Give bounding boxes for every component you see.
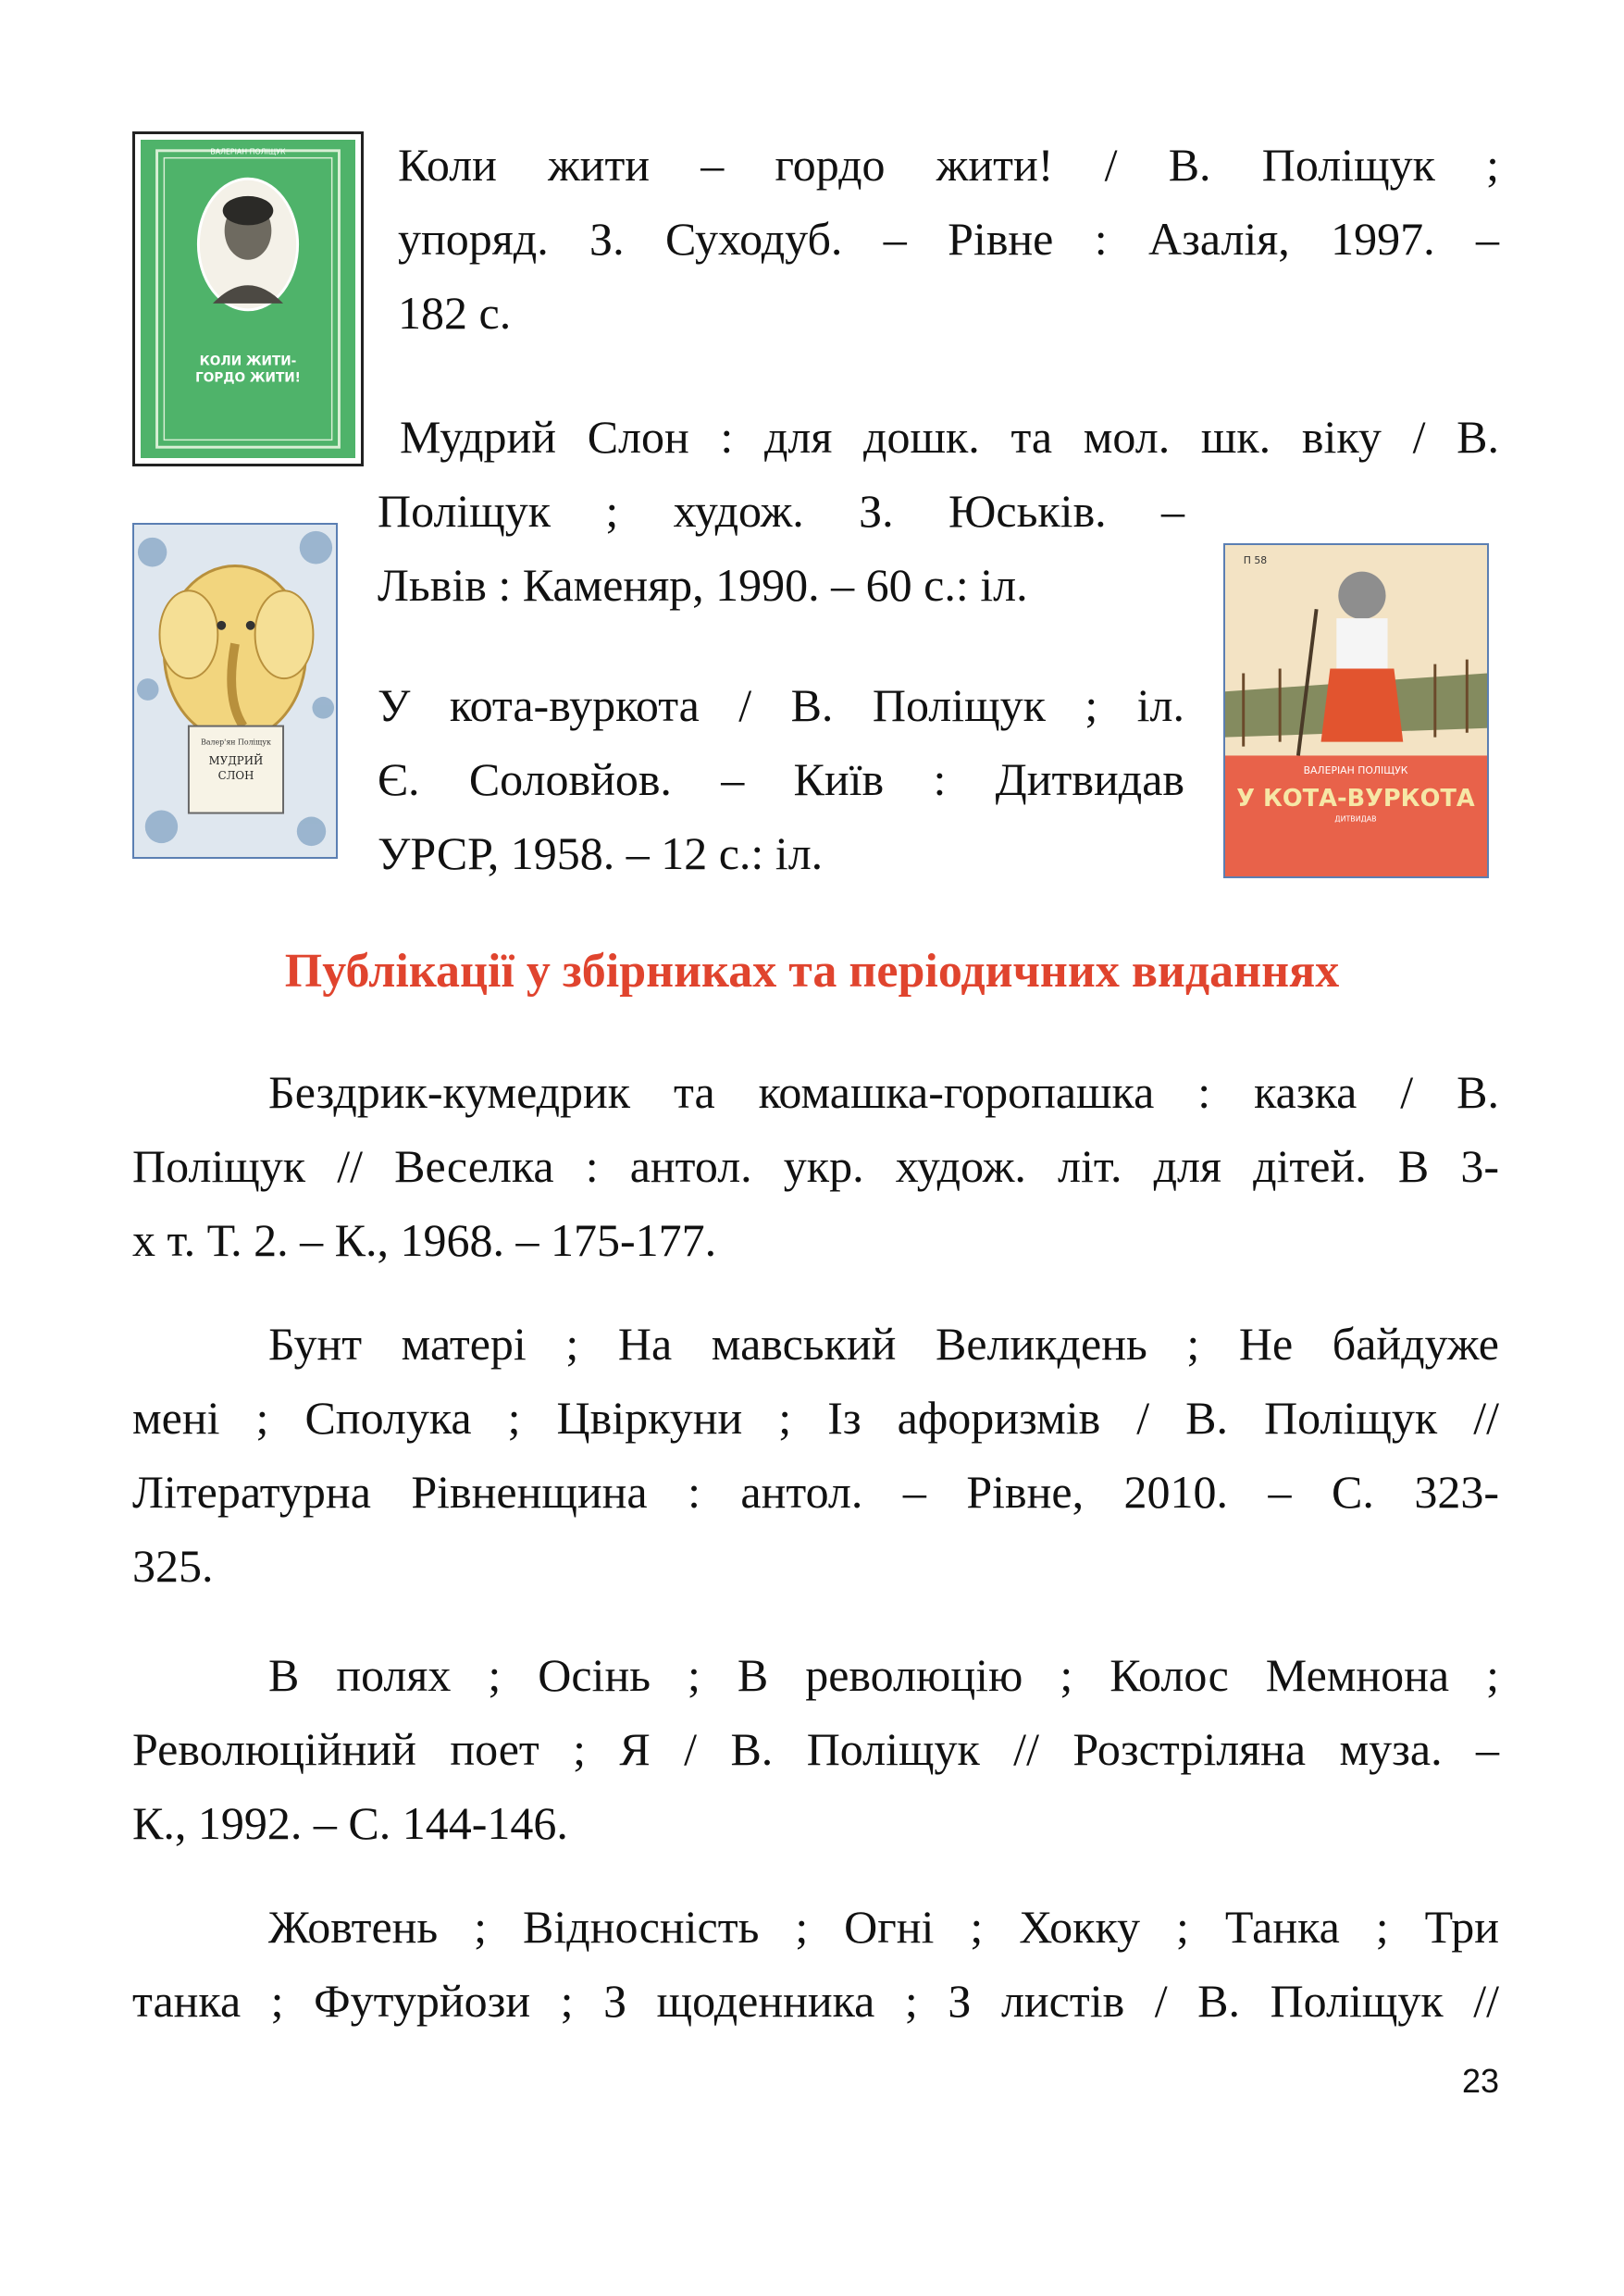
publication-line: мені ; Сполука ; Цвіркуни ; Із афоризмів / В. Поліщук // bbox=[132, 1392, 1499, 1444]
book-entry-line: УРСР, 1958. – 12 с.: іл. bbox=[378, 827, 824, 879]
cover-author: ВАЛЕРІАН ПОЛІЩУК bbox=[210, 147, 286, 156]
book-cover-u-kota-vurkota bbox=[1223, 543, 1489, 878]
book-entry-line: Мудрий Слон : для дошк. та мол. шк. віку / В. bbox=[400, 411, 1499, 463]
cover-author: Валер'ян Поліщук bbox=[201, 738, 271, 747]
publication-entry-4 bbox=[132, 1890, 1499, 2038]
publication-entry-1 bbox=[132, 1055, 1499, 1277]
book-entry-line: Львів : Каменяр, 1990. – 60 с.: іл. bbox=[378, 559, 1028, 611]
publication-line: Літературна Рівненщина : антол. – Рівне, 2010. – С. 323- bbox=[132, 1466, 1499, 1518]
cover-title-2: ГОРДО ЖИТИ! bbox=[195, 370, 301, 386]
book-entry-line: Є. Соловйов. – Київ : Дитвидав bbox=[378, 753, 1184, 805]
publication-line: Революційний поет ; Я / В. Поліщук // Розстріляна муза. – bbox=[132, 1723, 1499, 1775]
publication-line: Бунт матері ; На мавський Великдень ; Не байдуже bbox=[268, 1318, 1499, 1370]
book-entry-line: упоряд. З. Суходуб. – Рівне : Азалія, 1997. – bbox=[398, 213, 1499, 265]
book-entry-line: 182 с. bbox=[398, 287, 512, 339]
section-heading: Публікації у збірниках та періодичних виданнях bbox=[284, 945, 1340, 998]
publication-entry-2 bbox=[132, 1307, 1499, 1603]
publication-line: Жовтень ; Відносність ; Огні ; Хокку ; Танка ; Три bbox=[268, 1901, 1499, 1953]
book-entry-3 bbox=[378, 668, 1184, 890]
cover-author: ВАЛЕРІАН ПОЛІЩУК bbox=[1303, 764, 1408, 777]
publication-line: К., 1992. – С. 144-146. bbox=[132, 1797, 568, 1849]
publication-line: Бездрик-кумедрик та комашка-горопашка : казка / В. bbox=[268, 1066, 1499, 1118]
publication-line: В полях ; Осінь ; В революцію ; Колос Мемнона ; bbox=[268, 1649, 1499, 1701]
cover-title: У КОТА-ВУРКОТА bbox=[1236, 784, 1475, 813]
cover-title-2: СЛОН bbox=[217, 768, 254, 782]
cover-title-1: КОЛИ ЖИТИ- bbox=[199, 354, 297, 369]
cover-publisher: ДИТВИДАВ bbox=[1334, 814, 1377, 824]
cover-title-1: МУДРИЙ bbox=[208, 754, 264, 768]
book-entry-line: Коли жити – гордо жити! / В. Поліщук ; bbox=[398, 139, 1499, 191]
publication-line: х т. Т. 2. – К., 1968. – 175-177. bbox=[132, 1214, 717, 1266]
publication-line: танка ; Футурйози ; З щоденника ; З листів / В. Поліщук // bbox=[132, 1975, 1499, 2027]
page-number: 23 bbox=[1461, 2062, 1499, 2100]
book-entry-1 bbox=[398, 128, 1499, 350]
svg-text:П 58: П 58 bbox=[1243, 553, 1268, 566]
publication-entry-3 bbox=[132, 1638, 1499, 1860]
book-entry-line: Поліщук ; худож. З. Юськів. – bbox=[378, 485, 1184, 537]
book-entry-line: У кота-вуркота / В. Поліщук ; іл. bbox=[378, 679, 1184, 731]
book-cover-koly-zhyty bbox=[132, 131, 364, 466]
book-cover-mudryi-slon bbox=[132, 523, 338, 859]
publication-line: Поліщук // Веселка : антол. укр. худож. літ. для дітей. В 3- bbox=[132, 1140, 1499, 1192]
publication-line: 325. bbox=[132, 1540, 214, 1592]
